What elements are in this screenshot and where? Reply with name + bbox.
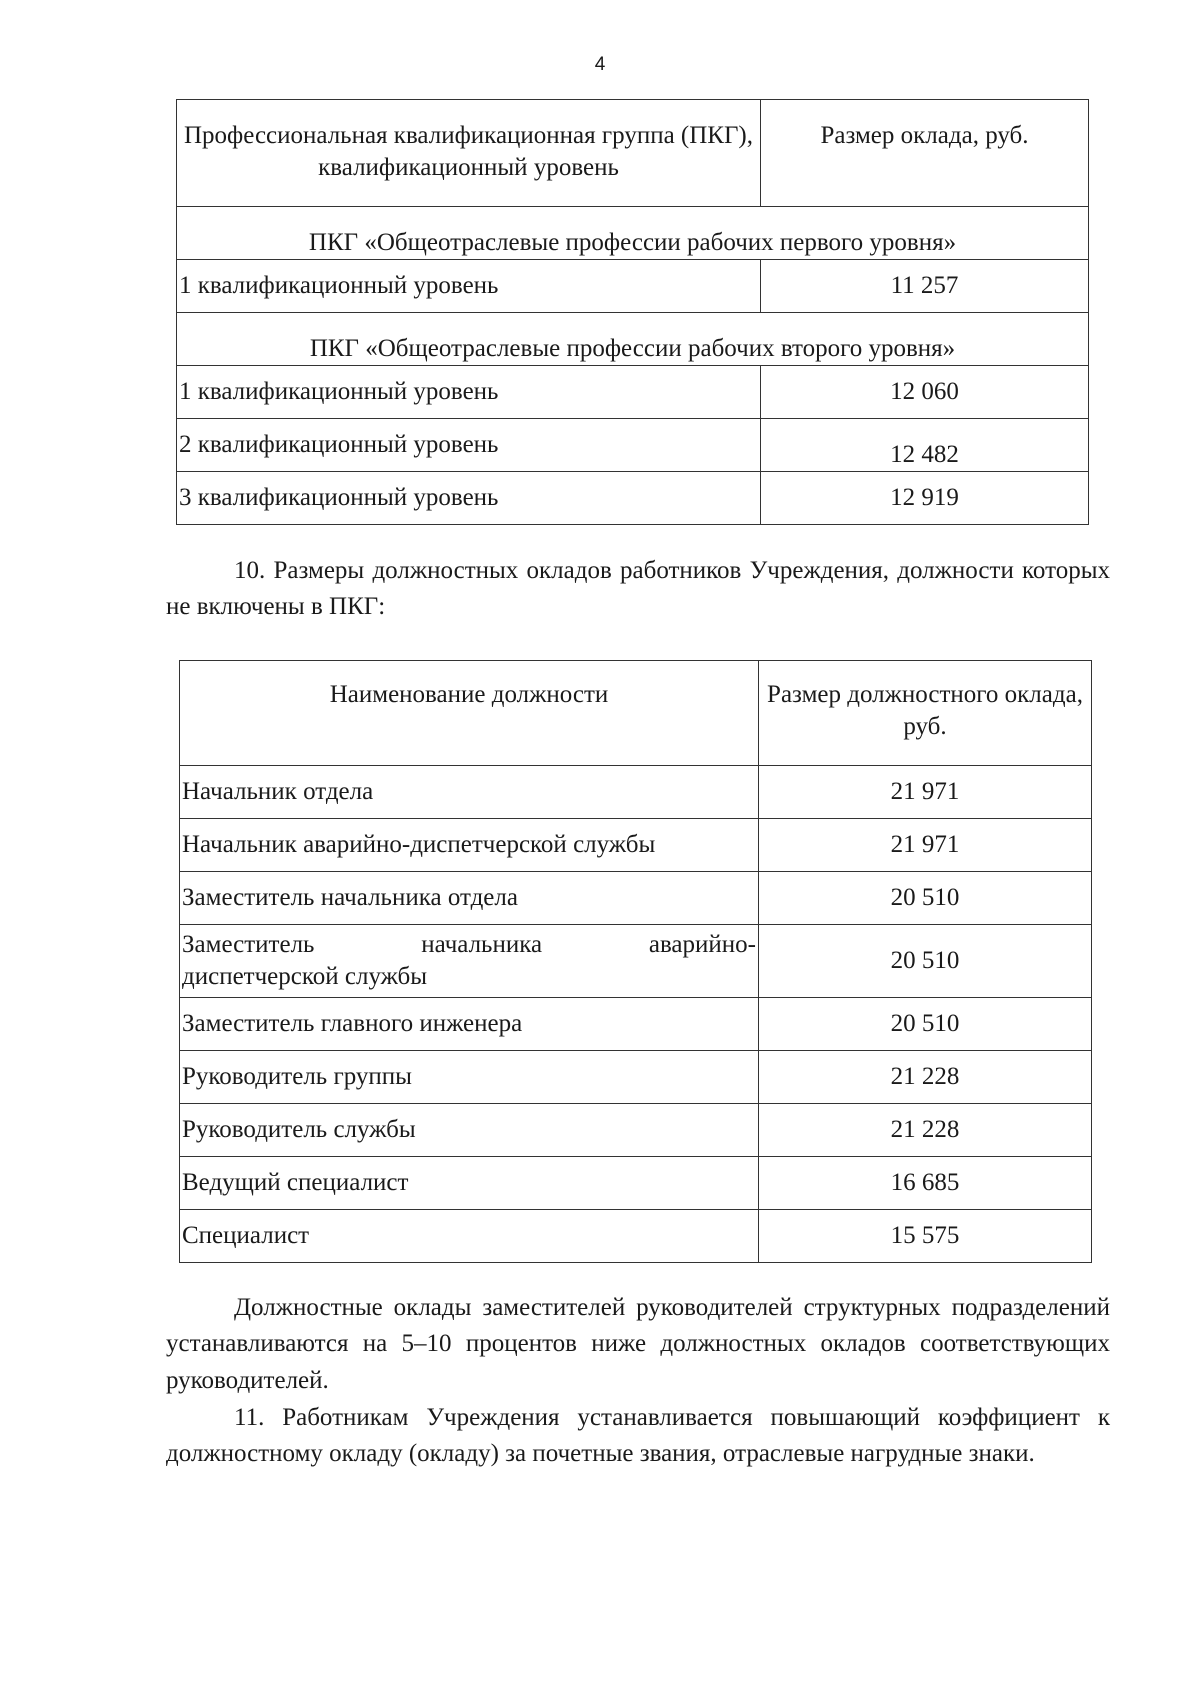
header-position-salary: Размер должностного оклада, руб. xyxy=(759,661,1092,766)
position-name: Начальник отдела xyxy=(180,766,759,819)
position-name-line-1 xyxy=(182,929,756,961)
position-salary: 21 228 xyxy=(759,1104,1092,1157)
deputy-salary-note: Должностные оклады заместителей руководителей структурных подразделений устанавливаются на 5–10 процентов ниже должностных окладов соответствующих руководителей. xyxy=(166,1294,1110,1394)
table-row xyxy=(180,1104,1092,1157)
group-title: ПКГ «Общеотраслевые профессии рабочих первого уровня» xyxy=(177,207,1089,260)
table-row xyxy=(177,472,1089,525)
header-position: Наименование должности xyxy=(180,661,759,766)
group-title-row xyxy=(177,313,1089,366)
table-row xyxy=(180,1157,1092,1210)
position-word: начальника xyxy=(421,931,543,958)
group-title-row xyxy=(177,207,1089,260)
table-row xyxy=(177,366,1089,419)
table-row xyxy=(180,925,1092,998)
table-row xyxy=(180,998,1092,1051)
table-row xyxy=(180,1210,1092,1263)
table-row xyxy=(180,1051,1092,1104)
qualification-level: 3 квалификационный уровень xyxy=(177,472,761,525)
table-row xyxy=(180,872,1092,925)
position-word: Заместитель xyxy=(182,931,315,958)
position-salary: 16 685 xyxy=(759,1157,1092,1210)
position-salary: 20 510 xyxy=(759,925,1092,998)
salary-amount: 12 060 xyxy=(761,366,1089,419)
position-salary: 20 510 xyxy=(759,998,1092,1051)
paragraph-10: 10. Размеры должностных окладов работников Учреждения, должности которых не включены в ПКГ: xyxy=(166,557,1110,620)
pkg-salary-table xyxy=(176,99,1089,525)
position-name: Ведущий специалист xyxy=(180,1157,759,1210)
table-header-row xyxy=(180,661,1092,766)
position-name: Руководитель группы xyxy=(180,1051,759,1104)
header-salary: Размер оклада, руб. xyxy=(761,100,1089,207)
position-name: Начальник аварийно-диспетчерской службы xyxy=(180,819,759,872)
table-header-row xyxy=(177,100,1089,207)
qualification-level: 1 квалификационный уровень xyxy=(177,366,761,419)
position-salary: 20 510 xyxy=(759,872,1092,925)
header-qualification-group: Профессиональная квалификационная группа (ПКГ), квалификационный уровень xyxy=(177,100,761,207)
salary-amount: 11 257 xyxy=(761,260,1089,313)
position-name: Заместитель главного инженера xyxy=(180,998,759,1051)
position-name: Заместитель начальника отдела xyxy=(180,872,759,925)
position-word: аварийно- xyxy=(648,931,756,958)
page-number: 4 xyxy=(594,54,606,75)
salary-amount: 12 919 xyxy=(761,472,1089,525)
group-title: ПКГ «Общеотраслевые профессии рабочих второго уровня» xyxy=(177,313,1089,366)
table-row xyxy=(180,766,1092,819)
position-salary: 21 971 xyxy=(759,819,1092,872)
position-name: Специалист xyxy=(180,1210,759,1263)
position-salary: 21 971 xyxy=(759,766,1092,819)
position-salary-table xyxy=(179,660,1092,1263)
salary-amount: 12 482 xyxy=(761,419,1089,472)
position-name: Руководитель службы xyxy=(180,1104,759,1157)
table-row xyxy=(180,819,1092,872)
position-name xyxy=(180,925,759,998)
qualification-level: 1 квалификационный уровень xyxy=(177,260,761,313)
position-salary: 15 575 xyxy=(759,1210,1092,1263)
qualification-level: 2 квалификационный уровень xyxy=(177,419,761,472)
paragraph-11: 11. Работникам Учреждения устанавливается повышающий коэффициент к должностному окладу (окладу) за почетные звания, отраслевые нагрудные знаки. xyxy=(166,1404,1110,1468)
position-name-line-2: диспетчерской службы xyxy=(182,963,428,990)
table-row xyxy=(177,419,1089,472)
position-salary: 21 228 xyxy=(759,1051,1092,1104)
table-row xyxy=(177,260,1089,313)
